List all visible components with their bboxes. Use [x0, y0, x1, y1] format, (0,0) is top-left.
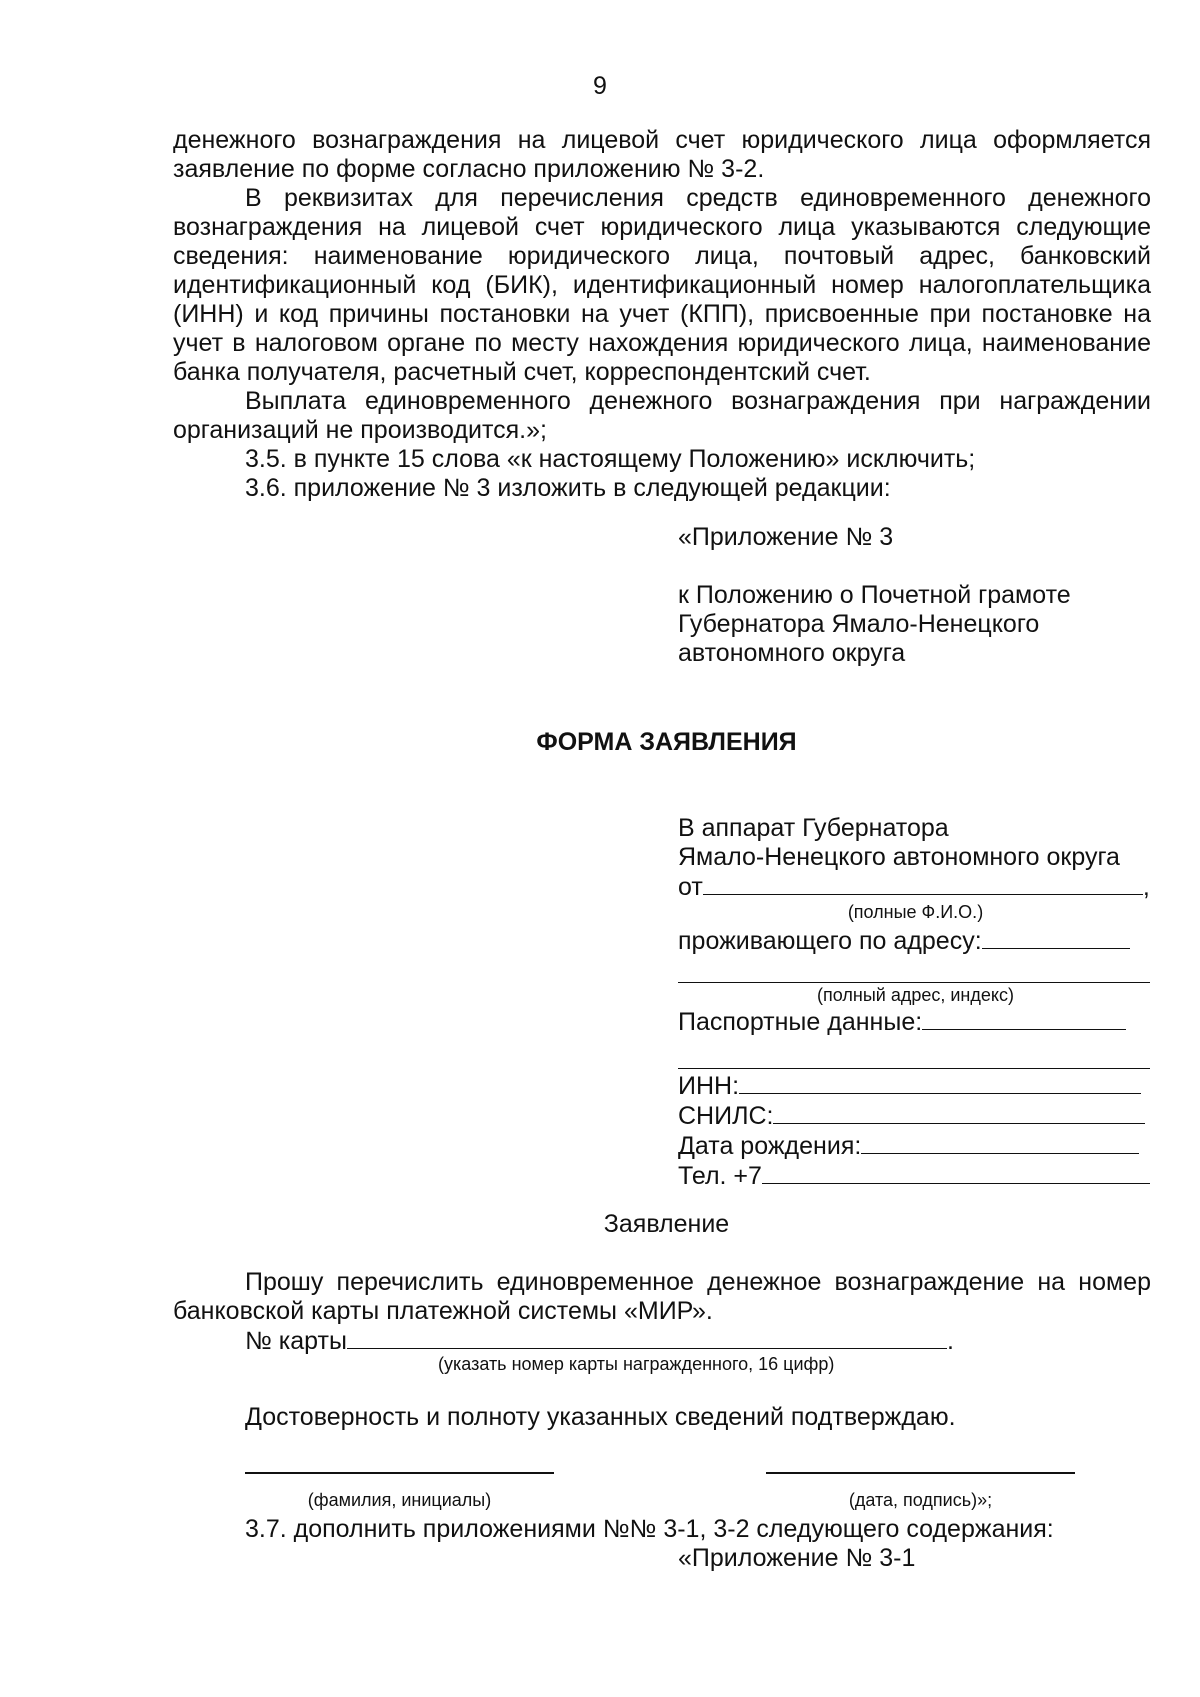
card-caption: (указать номер карты награжденного, 16 цифр)	[438, 1354, 835, 1374]
body-text	[173, 126, 1151, 503]
appendix-block	[678, 581, 1178, 668]
birth-date-label: Дата рождения:	[678, 1132, 862, 1160]
signature-name-caption: (фамилия, инициалы)	[307, 1490, 492, 1510]
signature-date-line	[766, 1472, 1075, 1474]
card-line	[173, 1326, 1151, 1356]
passport-label: Паспортные данные:	[678, 1008, 923, 1036]
passport-blank	[922, 1007, 1126, 1030]
from-caption: (полные Ф.И.О.)	[847, 902, 984, 922]
addressee-line-2: Ямало-Ненецкого автономного округа	[678, 843, 1120, 871]
snils-label: СНИЛС:	[678, 1102, 774, 1130]
from-blank	[703, 872, 1143, 895]
item-3-7: 3.7. дополнить приложениями №№ 3-1, 3-2 следующего содержания:	[245, 1515, 1054, 1543]
signature-date-caption: (дата, подпись)»;	[848, 1490, 993, 1510]
residence-caption: (полный адрес, индекс)	[817, 985, 1014, 1005]
statement-request: Прошу перечислить единовременное денежное вознаграждение на номер банковской карты платежной системы «МИР».	[173, 1268, 1151, 1325]
appendix-line-3: автономного округа	[678, 639, 906, 667]
passport-line	[678, 1007, 1153, 1037]
snils-line	[678, 1101, 1153, 1131]
appendix-title: «Приложение № 3	[678, 523, 894, 551]
from-line	[678, 872, 1153, 902]
residence-blank-2	[678, 960, 1150, 983]
paragraph-item-3-6: 3.6. приложение № 3 изложить в следующей редакции:	[245, 474, 891, 502]
birth-date-line	[678, 1131, 1153, 1161]
paragraph-requisites: В реквизитах для перечисления средств единовременного денежного вознаграждения на лицевой счет юридического лица указываются следующие сведения: наименование юридического лица, почтовый адрес, банковский идентификационный код (БИК), идентификационный номер налогоплательщика (ИНН) и код причины постановки на учет (КПП), присвоенные при постановке на учет в налоговом органе по месту нахождения юридического лица, наименование банка получателя, расчетный счет, корреспондентский счет.	[173, 184, 1151, 386]
birth-date-blank	[861, 1131, 1139, 1154]
residence-blank	[982, 926, 1130, 949]
page-number: 9	[593, 72, 607, 100]
phone-label: Тел. +7	[678, 1162, 762, 1190]
inn-label: ИНН:	[678, 1072, 740, 1100]
snils-blank	[773, 1101, 1145, 1124]
confirm-text: Достоверность и полноту указанных сведений подтверждаю.	[245, 1403, 956, 1431]
residence-line	[678, 926, 1153, 956]
card-blank	[347, 1326, 947, 1349]
paragraph-organizations: Выплата единовременного денежного вознаграждения при награждении организаций не производится.»;	[173, 387, 1151, 444]
phone-blank	[762, 1161, 1150, 1184]
address-block	[678, 814, 1153, 1191]
addressee-line-1: В аппарат Губернатора	[678, 814, 949, 842]
phone-line	[678, 1161, 1153, 1191]
from-label: от	[678, 873, 703, 901]
form-title: ФОРМА ЗАЯВЛЕНИЯ	[536, 728, 797, 756]
inn-blank	[739, 1071, 1141, 1094]
from-comma: ,	[1142, 873, 1150, 901]
card-label: № карты	[245, 1327, 347, 1355]
appendix-line-1: к Положению о Почетной грамоте	[678, 581, 1071, 609]
passport-blank-2	[678, 1046, 1150, 1069]
signature-name-line	[245, 1472, 554, 1474]
statement-block	[173, 1268, 1151, 1374]
paragraph-item-3-5: 3.5. в пункте 15 слова «к настоящему Положению» исключить;	[245, 445, 976, 473]
inn-line	[678, 1071, 1153, 1101]
appendix-line-2: Губернатора Ямало-Ненецкого	[678, 610, 1040, 638]
paragraph-continuation: денежного вознаграждения на лицевой счет юридического лица оформляется заявление по форме согласно приложению № 3-2.	[173, 126, 1151, 183]
card-period: .	[946, 1327, 954, 1355]
residence-label: проживающего по адресу:	[678, 927, 982, 955]
statement-heading: Заявление	[603, 1210, 730, 1238]
next-appendix-title: «Приложение № 3-1	[678, 1544, 916, 1572]
